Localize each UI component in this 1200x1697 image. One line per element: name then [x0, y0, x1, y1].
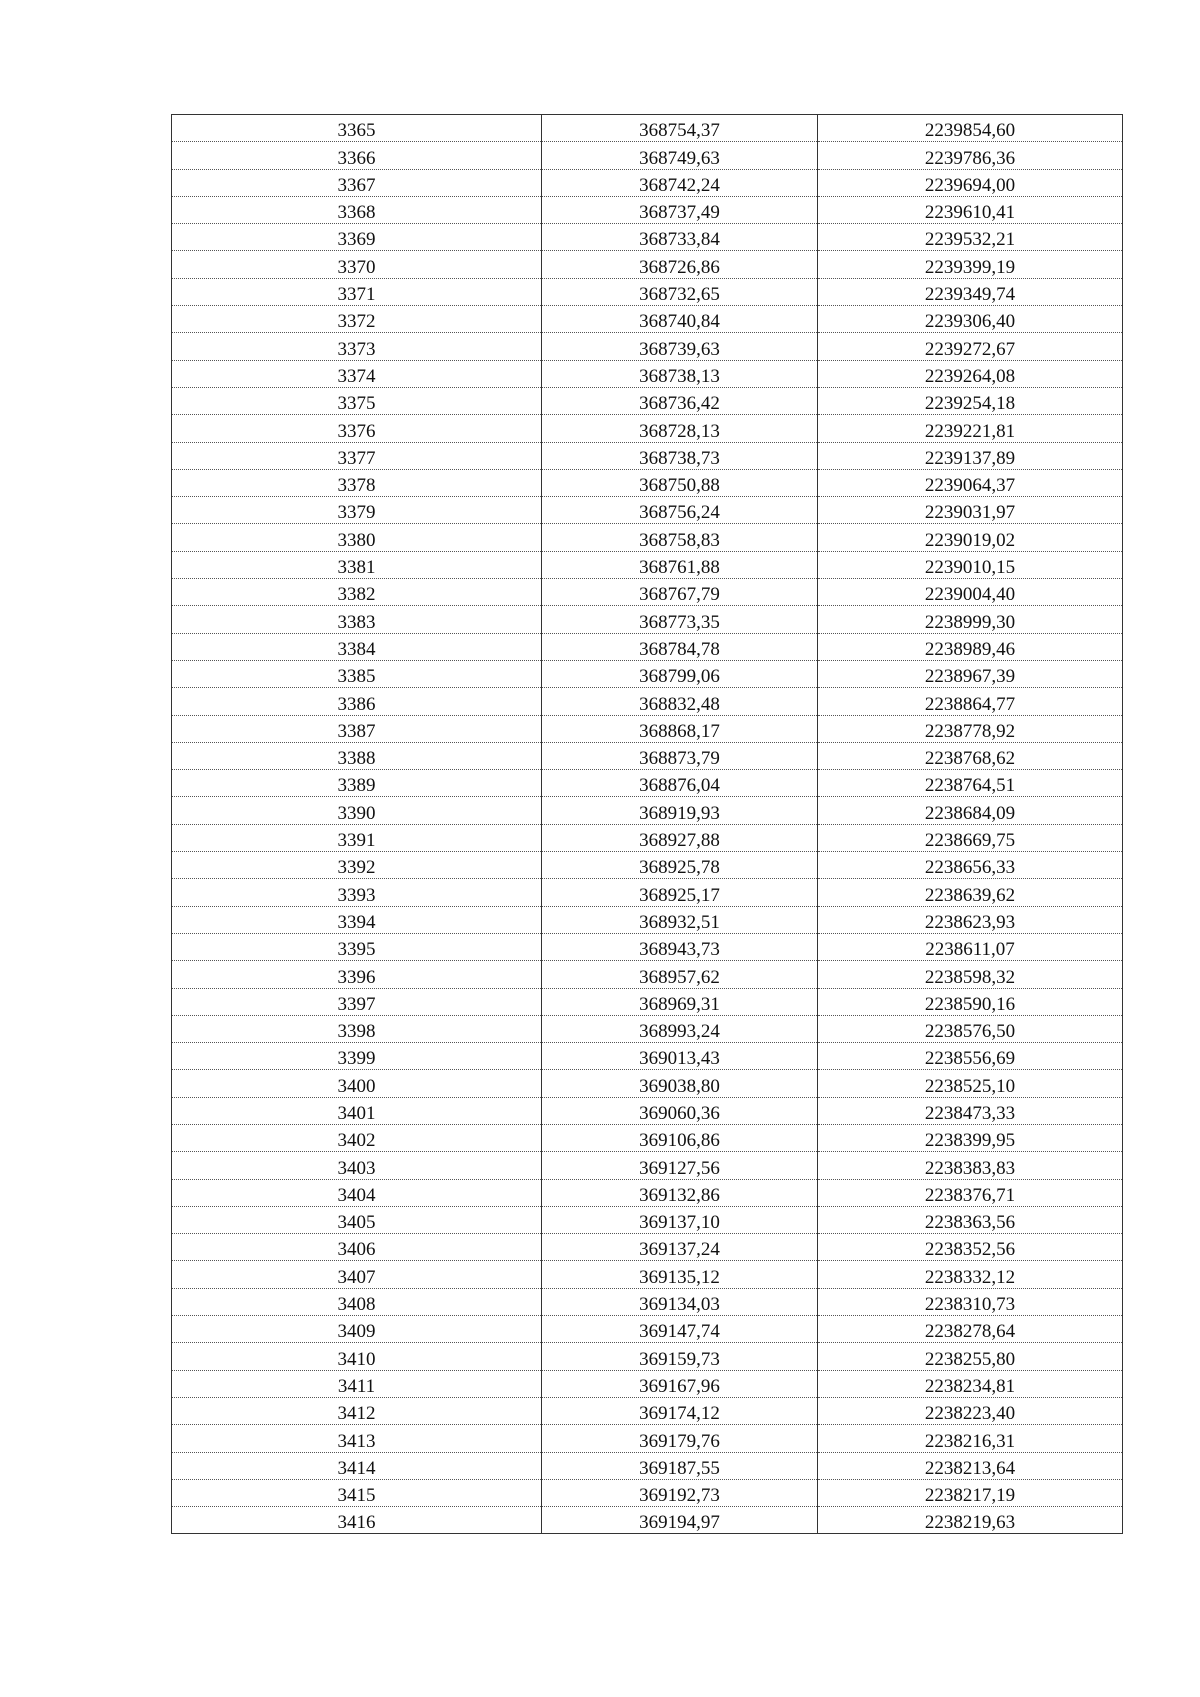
point-number-cell: 3369 — [172, 224, 542, 251]
point-number-cell: 3365 — [172, 115, 542, 142]
point-number-cell: 3379 — [172, 497, 542, 524]
x-coordinate-cell: 368919,93 — [542, 797, 818, 824]
point-number-cell: 3376 — [172, 415, 542, 442]
point-number-cell: 3391 — [172, 824, 542, 851]
y-coordinate-cell: 2238989,46 — [818, 633, 1123, 660]
x-coordinate-cell: 368925,17 — [542, 879, 818, 906]
x-coordinate-cell: 369106,86 — [542, 1124, 818, 1151]
table-row — [172, 988, 1123, 1015]
point-number-cell: 3402 — [172, 1124, 542, 1151]
x-coordinate-cell: 368737,49 — [542, 196, 818, 223]
table-row — [172, 1425, 1123, 1452]
x-coordinate-cell: 369174,12 — [542, 1397, 818, 1424]
table-row — [172, 524, 1123, 551]
y-coordinate-cell: 2239064,37 — [818, 469, 1123, 496]
table-row — [172, 906, 1123, 933]
x-coordinate-cell: 368773,35 — [542, 606, 818, 633]
x-coordinate-cell: 368873,79 — [542, 742, 818, 769]
table-row — [172, 415, 1123, 442]
y-coordinate-cell: 2238669,75 — [818, 824, 1123, 851]
point-number-cell: 3386 — [172, 688, 542, 715]
y-coordinate-cell: 2239137,89 — [818, 442, 1123, 469]
y-coordinate-cell: 2239264,08 — [818, 360, 1123, 387]
x-coordinate-cell: 369137,10 — [542, 1206, 818, 1233]
x-coordinate-cell: 368732,65 — [542, 278, 818, 305]
x-coordinate-cell: 368799,06 — [542, 660, 818, 687]
y-coordinate-cell: 2239254,18 — [818, 387, 1123, 414]
table-row — [172, 1397, 1123, 1424]
point-number-cell: 3413 — [172, 1425, 542, 1452]
y-coordinate-cell: 2238525,10 — [818, 1070, 1123, 1097]
x-coordinate-cell: 368832,48 — [542, 688, 818, 715]
table-row — [172, 1070, 1123, 1097]
table-row — [172, 1124, 1123, 1151]
point-number-cell: 3372 — [172, 306, 542, 333]
point-number-cell: 3414 — [172, 1452, 542, 1479]
point-number-cell: 3374 — [172, 360, 542, 387]
x-coordinate-cell: 369060,36 — [542, 1097, 818, 1124]
y-coordinate-cell: 2238556,69 — [818, 1043, 1123, 1070]
x-coordinate-cell: 369194,97 — [542, 1507, 818, 1534]
point-number-cell: 3401 — [172, 1097, 542, 1124]
y-coordinate-cell: 2238598,32 — [818, 961, 1123, 988]
y-coordinate-cell: 2238213,64 — [818, 1452, 1123, 1479]
x-coordinate-cell: 368784,78 — [542, 633, 818, 660]
y-coordinate-cell: 2238967,39 — [818, 660, 1123, 687]
table-row — [172, 579, 1123, 606]
point-number-cell: 3393 — [172, 879, 542, 906]
table-row — [172, 1234, 1123, 1261]
x-coordinate-cell: 368754,37 — [542, 115, 818, 142]
y-coordinate-cell: 2238656,33 — [818, 852, 1123, 879]
x-coordinate-cell: 368993,24 — [542, 1015, 818, 1042]
table-row — [172, 1015, 1123, 1042]
point-number-cell: 3407 — [172, 1261, 542, 1288]
table-row — [172, 1452, 1123, 1479]
y-coordinate-cell: 2238376,71 — [818, 1179, 1123, 1206]
y-coordinate-cell: 2238310,73 — [818, 1288, 1123, 1315]
point-number-cell: 3416 — [172, 1507, 542, 1534]
table-row — [172, 497, 1123, 524]
x-coordinate-cell: 368733,84 — [542, 224, 818, 251]
y-coordinate-cell: 2238768,62 — [818, 742, 1123, 769]
point-number-cell: 3411 — [172, 1370, 542, 1397]
table-row — [172, 797, 1123, 824]
point-number-cell: 3392 — [172, 852, 542, 879]
point-number-cell: 3377 — [172, 442, 542, 469]
x-coordinate-cell: 369187,55 — [542, 1452, 818, 1479]
x-coordinate-cell: 369147,74 — [542, 1316, 818, 1343]
x-coordinate-cell: 369192,73 — [542, 1479, 818, 1506]
table-row — [172, 1179, 1123, 1206]
point-number-cell: 3403 — [172, 1152, 542, 1179]
y-coordinate-cell: 2239786,36 — [818, 142, 1123, 169]
table-row — [172, 142, 1123, 169]
point-number-cell: 3371 — [172, 278, 542, 305]
y-coordinate-cell: 2239019,02 — [818, 524, 1123, 551]
y-coordinate-cell: 2239532,21 — [818, 224, 1123, 251]
y-coordinate-cell: 2239010,15 — [818, 551, 1123, 578]
x-coordinate-cell: 369167,96 — [542, 1370, 818, 1397]
coordinates-table — [171, 114, 1123, 1534]
table-row — [172, 824, 1123, 851]
point-number-cell: 3400 — [172, 1070, 542, 1097]
y-coordinate-cell: 2238590,16 — [818, 988, 1123, 1015]
point-number-cell: 3366 — [172, 142, 542, 169]
y-coordinate-cell: 2239854,60 — [818, 115, 1123, 142]
y-coordinate-cell: 2239272,67 — [818, 333, 1123, 360]
coordinates-table-body — [172, 115, 1123, 1534]
table-row — [172, 251, 1123, 278]
point-number-cell: 3380 — [172, 524, 542, 551]
table-row — [172, 1507, 1123, 1534]
point-number-cell: 3398 — [172, 1015, 542, 1042]
point-number-cell: 3387 — [172, 715, 542, 742]
table-row — [172, 1479, 1123, 1506]
y-coordinate-cell: 2239349,74 — [818, 278, 1123, 305]
y-coordinate-cell: 2238217,19 — [818, 1479, 1123, 1506]
x-coordinate-cell: 368876,04 — [542, 770, 818, 797]
table-row — [172, 1288, 1123, 1315]
x-coordinate-cell: 368758,83 — [542, 524, 818, 551]
x-coordinate-cell: 368728,13 — [542, 415, 818, 442]
point-number-cell: 3375 — [172, 387, 542, 414]
point-number-cell: 3408 — [172, 1288, 542, 1315]
x-coordinate-cell: 368739,63 — [542, 333, 818, 360]
x-coordinate-cell: 368738,13 — [542, 360, 818, 387]
y-coordinate-cell: 2239221,81 — [818, 415, 1123, 442]
x-coordinate-cell: 369134,03 — [542, 1288, 818, 1315]
y-coordinate-cell: 2238764,51 — [818, 770, 1123, 797]
point-number-cell: 3399 — [172, 1043, 542, 1070]
table-row — [172, 852, 1123, 879]
x-coordinate-cell: 368756,24 — [542, 497, 818, 524]
table-row — [172, 633, 1123, 660]
y-coordinate-cell: 2238363,56 — [818, 1206, 1123, 1233]
x-coordinate-cell: 368932,51 — [542, 906, 818, 933]
y-coordinate-cell: 2238611,07 — [818, 933, 1123, 960]
table-row — [172, 469, 1123, 496]
table-row — [172, 115, 1123, 142]
x-coordinate-cell: 368761,88 — [542, 551, 818, 578]
x-coordinate-cell: 368943,73 — [542, 933, 818, 960]
table-row — [172, 1343, 1123, 1370]
y-coordinate-cell: 2238332,12 — [818, 1261, 1123, 1288]
table-row — [172, 1316, 1123, 1343]
point-number-cell: 3394 — [172, 906, 542, 933]
x-coordinate-cell: 368742,24 — [542, 169, 818, 196]
x-coordinate-cell: 369135,12 — [542, 1261, 818, 1288]
x-coordinate-cell: 368925,78 — [542, 852, 818, 879]
point-number-cell: 3378 — [172, 469, 542, 496]
y-coordinate-cell: 2238999,30 — [818, 606, 1123, 633]
point-number-cell: 3388 — [172, 742, 542, 769]
point-number-cell: 3385 — [172, 660, 542, 687]
table-row — [172, 196, 1123, 223]
y-coordinate-cell: 2239306,40 — [818, 306, 1123, 333]
x-coordinate-cell: 368736,42 — [542, 387, 818, 414]
table-row — [172, 387, 1123, 414]
y-coordinate-cell: 2238623,93 — [818, 906, 1123, 933]
table-row — [172, 224, 1123, 251]
table-row — [172, 933, 1123, 960]
y-coordinate-cell: 2238255,80 — [818, 1343, 1123, 1370]
point-number-cell: 3406 — [172, 1234, 542, 1261]
table-row — [172, 961, 1123, 988]
point-number-cell: 3383 — [172, 606, 542, 633]
table-row — [172, 715, 1123, 742]
table-row — [172, 169, 1123, 196]
table-row — [172, 1043, 1123, 1070]
x-coordinate-cell: 369159,73 — [542, 1343, 818, 1370]
y-coordinate-cell: 2238234,81 — [818, 1370, 1123, 1397]
point-number-cell: 3409 — [172, 1316, 542, 1343]
point-number-cell: 3405 — [172, 1206, 542, 1233]
table-row — [172, 660, 1123, 687]
x-coordinate-cell: 368969,31 — [542, 988, 818, 1015]
y-coordinate-cell: 2238639,62 — [818, 879, 1123, 906]
x-coordinate-cell: 368927,88 — [542, 824, 818, 851]
x-coordinate-cell: 369127,56 — [542, 1152, 818, 1179]
y-coordinate-cell: 2238684,09 — [818, 797, 1123, 824]
x-coordinate-cell: 369179,76 — [542, 1425, 818, 1452]
y-coordinate-cell: 2238219,63 — [818, 1507, 1123, 1534]
x-coordinate-cell: 368738,73 — [542, 442, 818, 469]
point-number-cell: 3397 — [172, 988, 542, 1015]
table-row — [172, 688, 1123, 715]
table-row — [172, 551, 1123, 578]
y-coordinate-cell: 2238778,92 — [818, 715, 1123, 742]
table-row — [172, 278, 1123, 305]
y-coordinate-cell: 2238278,64 — [818, 1316, 1123, 1343]
y-coordinate-cell: 2239031,97 — [818, 497, 1123, 524]
point-number-cell: 3415 — [172, 1479, 542, 1506]
table-row — [172, 1370, 1123, 1397]
table-row — [172, 1206, 1123, 1233]
point-number-cell: 3395 — [172, 933, 542, 960]
point-number-cell: 3370 — [172, 251, 542, 278]
x-coordinate-cell: 368726,86 — [542, 251, 818, 278]
y-coordinate-cell: 2238352,56 — [818, 1234, 1123, 1261]
x-coordinate-cell: 368750,88 — [542, 469, 818, 496]
table-row — [172, 1097, 1123, 1124]
x-coordinate-cell: 369132,86 — [542, 1179, 818, 1206]
y-coordinate-cell: 2238216,31 — [818, 1425, 1123, 1452]
point-number-cell: 3410 — [172, 1343, 542, 1370]
point-number-cell: 3412 — [172, 1397, 542, 1424]
point-number-cell: 3396 — [172, 961, 542, 988]
y-coordinate-cell: 2239399,19 — [818, 251, 1123, 278]
point-number-cell: 3368 — [172, 196, 542, 223]
x-coordinate-cell: 368957,62 — [542, 961, 818, 988]
table-row — [172, 1261, 1123, 1288]
y-coordinate-cell: 2239004,40 — [818, 579, 1123, 606]
table-row — [172, 606, 1123, 633]
y-coordinate-cell: 2238399,95 — [818, 1124, 1123, 1151]
x-coordinate-cell: 368767,79 — [542, 579, 818, 606]
point-number-cell: 3382 — [172, 579, 542, 606]
point-number-cell: 3390 — [172, 797, 542, 824]
table-row — [172, 770, 1123, 797]
y-coordinate-cell: 2238864,77 — [818, 688, 1123, 715]
table-row — [172, 306, 1123, 333]
x-coordinate-cell: 368749,63 — [542, 142, 818, 169]
y-coordinate-cell: 2238473,33 — [818, 1097, 1123, 1124]
table-row — [172, 333, 1123, 360]
point-number-cell: 3381 — [172, 551, 542, 578]
y-coordinate-cell: 2238223,40 — [818, 1397, 1123, 1424]
table-row — [172, 742, 1123, 769]
point-number-cell: 3389 — [172, 770, 542, 797]
y-coordinate-cell: 2238383,83 — [818, 1152, 1123, 1179]
x-coordinate-cell: 368740,84 — [542, 306, 818, 333]
table-row — [172, 442, 1123, 469]
y-coordinate-cell: 2239610,41 — [818, 196, 1123, 223]
point-number-cell: 3404 — [172, 1179, 542, 1206]
y-coordinate-cell: 2239694,00 — [818, 169, 1123, 196]
table-row — [172, 1152, 1123, 1179]
point-number-cell: 3384 — [172, 633, 542, 660]
table-row — [172, 879, 1123, 906]
y-coordinate-cell: 2238576,50 — [818, 1015, 1123, 1042]
x-coordinate-cell: 369013,43 — [542, 1043, 818, 1070]
table-row — [172, 360, 1123, 387]
x-coordinate-cell: 369137,24 — [542, 1234, 818, 1261]
x-coordinate-cell: 369038,80 — [542, 1070, 818, 1097]
x-coordinate-cell: 368868,17 — [542, 715, 818, 742]
point-number-cell: 3373 — [172, 333, 542, 360]
point-number-cell: 3367 — [172, 169, 542, 196]
